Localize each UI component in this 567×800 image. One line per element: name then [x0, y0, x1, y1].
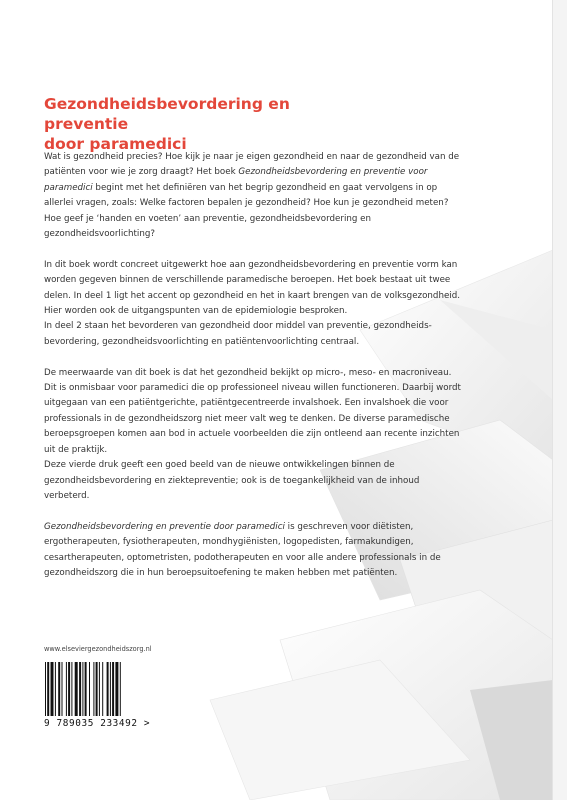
publisher-website[interactable]: www.elseviergezondheidszorg.nl [44, 645, 152, 653]
barcode-bar [115, 662, 118, 716]
barcode-bar [45, 662, 46, 716]
paragraph-intro-text-a: Wat is gezondheid precies? Hoe kijk je naar je eigen gezondheid en naar de gezondheid van de patiënten voor wie je zorg draagt? Het boek [44, 152, 460, 178]
paragraph-audience-italic: Gezondheidsbevordering en preventie door paramedici [44, 521, 285, 532]
barcode-bar [120, 662, 121, 716]
barcode-bar [107, 662, 109, 716]
paragraph-audience-text: is geschreven voor diëtisten, ergotherapeuten, fysiotherapeuten, mondhygiënisten, logopedisten, farmakundigen, cesartherapeuten, optometristen, podotherapeuten en voor alle andere professionals in de gezondheidszorg die in hun beroepsuitoefening te maken hebben met patiënten. [44, 521, 441, 578]
paragraph-intro-italic: Gezondheidsbevordering en preventie voor paramedici [44, 167, 428, 193]
back-cover-text [44, 150, 464, 581]
barcode-bar [93, 662, 94, 716]
barcode-bar [102, 662, 103, 716]
paragraph-intro-text-b: begint met het definiëren van het begrip gezondheid en gaat vervolgens in op allerlei vragen, zoals: Welke factoren bepalen je gezondheid? Hoe kun je gezondheid meten? Hoe geef je ‘handen en voeten’ aan preventie, gezondheidsbevordering en gezondheidsvoorlichting? [44, 182, 449, 240]
book-title [44, 94, 374, 154]
barcode-bar [96, 662, 98, 716]
right-border [552, 0, 567, 800]
barcode-bar [85, 662, 87, 716]
barcode-bar [110, 662, 111, 716]
paragraph-structure: In dit boek wordt concreet uitgewerkt hoe aan gezondheidsbevordering en preventie vorm kan worden gegeven binnen de verschillende paramedische beroepen. Het boek bestaat uit twee delen. In deel 1 ligt het accent op gezondheid en het in kaart brengen van de volksgezondheid. Hier worden ook de uitgangspunten van de epidemiologie besproken. [44, 259, 460, 317]
barcode-bars [43, 660, 145, 718]
barcode-bar [82, 662, 83, 716]
barcode-bar [112, 662, 114, 716]
barcode-bar [89, 662, 90, 716]
paragraph-audience [44, 520, 464, 582]
barcode-bar [68, 662, 70, 716]
barcode-bar [71, 662, 72, 716]
paragraph-edition: Deze vierde druk geeft een goed beeld van de nieuwe ontwikkelingen binnen de gezondheidsbevordering en ziektepreventie; ook is de toegankelijkheid van de inhoud verbeterd. [44, 460, 420, 501]
paragraph-part-two: In deel 2 staan het bevorderen van gezondheid door middel van preventie, gezondheidsbevordering, gezondheidsvoorlichting en patiëntenvoorlichting centraal. [44, 321, 432, 347]
title-line-1: Gezondheidsbevordering en preventie [44, 95, 290, 133]
paragraph-intro [44, 150, 464, 242]
barcode-bar [62, 662, 63, 716]
barcode-bar [55, 662, 56, 716]
barcode-bar [51, 662, 54, 716]
barcode-bar [99, 662, 100, 716]
barcode-bar [58, 662, 60, 716]
title-line-2: door paramedici [44, 135, 187, 153]
barcode-bar [66, 662, 67, 716]
barcode [43, 660, 145, 718]
barcode-bar [79, 662, 81, 716]
barcode-bar [75, 662, 78, 716]
barcode-bar [47, 662, 49, 716]
isbn-digits: 9 789035 233492 > [44, 718, 151, 729]
paragraph-value: De meerwaarde van dit boek is dat het gezondheid bekijkt op micro-, meso- en macroniveau. Dit is onmisbaar voor paramedici die op professioneel niveau willen functioneren. Daarbij wordt uitgegaan van een patiëntgerichte, patiëntgecentreerde invalshoek. Een invalshoek die voor professionals in de gezondheidszorg niet meer valt weg te denken. De diverse paramedische beroepsgroepen komen aan bod in actuele voorbeelden die zijn ontleend aan recente inzichten uit de praktijk. [44, 367, 461, 455]
